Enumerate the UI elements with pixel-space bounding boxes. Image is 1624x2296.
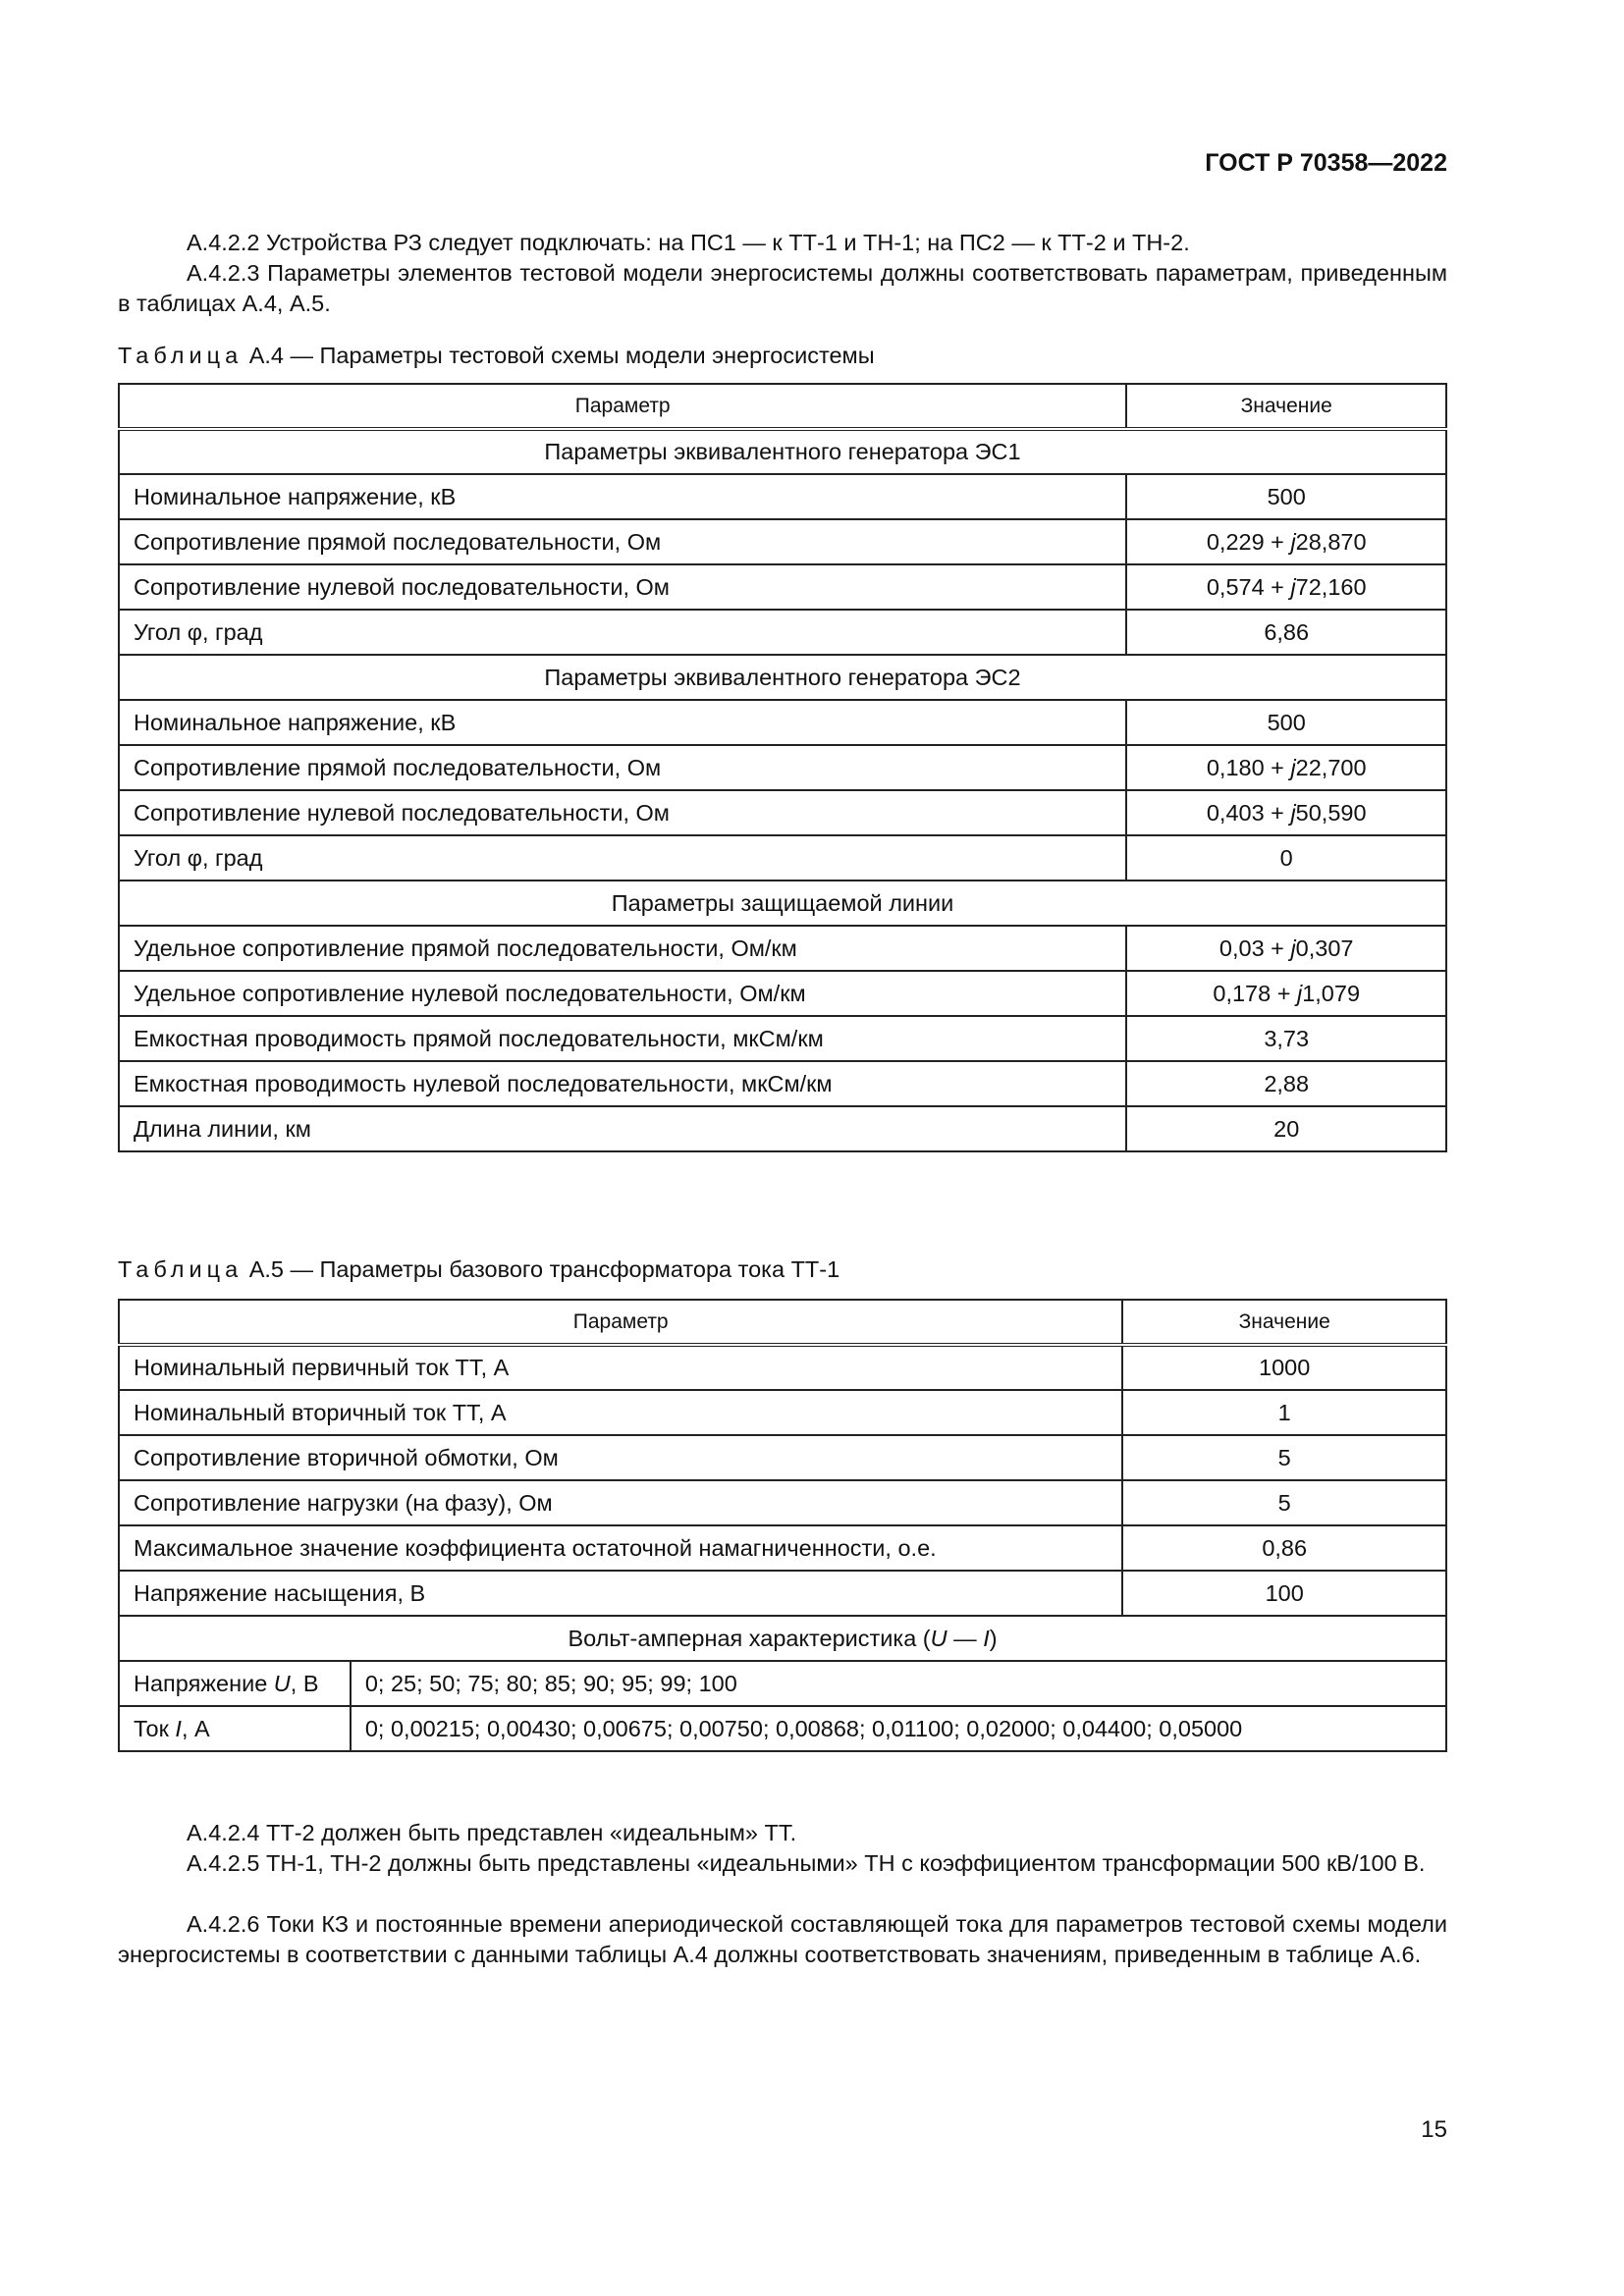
table-row [119,519,1446,564]
value-cell: 0,86 [1122,1525,1446,1571]
param-cell: Номинальное напряжение, кВ [119,474,1126,519]
value-cell: 500 [1126,700,1446,745]
table-row [119,1480,1446,1525]
param-cell: Максимальное значение коэффициента остаточной намагниченности, о.е. [119,1525,1122,1571]
section-title: Параметры эквивалентного генератора ЭС2 [119,655,1446,700]
column-header-value: Значение [1122,1300,1446,1345]
section-header-row [119,655,1446,700]
table-row [119,1061,1446,1106]
vac-current-label: Ток I, А [119,1706,351,1751]
table-row [119,971,1446,1016]
table-row [119,745,1446,790]
value-cell: 2,88 [1126,1061,1446,1106]
param-cell: Сопротивление нагрузки (на фазу), Ом [119,1480,1122,1525]
vac-title: Вольт-амперная характеристика (U — I) [119,1616,1446,1661]
value-cell: 0,574 + j72,160 [1126,564,1446,610]
paragraph-a-4-2-2: А.4.2.2 Устройства РЗ следует подключать: на ПС1 — к ТТ-1 и ТН-1; на ПС2 — к ТТ-2 и ТН-2. [187,230,1190,255]
value-cell: 0,03 + j0,307 [1126,926,1446,971]
table-a5-caption-text: А.5 — Параметры базового трансформатора тока ТТ-1 [248,1256,840,1282]
param-cell: Сопротивление прямой последовательности, Ом [119,745,1126,790]
value-cell: 0,229 + j28,870 [1126,519,1446,564]
table-row [119,474,1446,519]
table-row [119,1390,1446,1435]
value-cell: 1000 [1122,1345,1446,1390]
param-cell: Сопротивление нулевой последовательности, Ом [119,790,1126,835]
param-cell: Сопротивление прямой последовательности, Ом [119,519,1126,564]
table-row [119,1435,1446,1480]
value-cell: 3,73 [1126,1016,1446,1061]
table-a4 [118,383,1447,1152]
section-title: Параметры защищаемой линии [119,881,1446,926]
param-cell: Емкостная проводимость прямой последовательности, мкСм/км [119,1016,1126,1061]
param-cell: Удельное сопротивление нулевой последовательности, Ом/км [119,971,1126,1016]
value-cell: 20 [1126,1106,1446,1151]
paragraph-a-4-2-4: А.4.2.4 ТТ-2 должен быть представлен «идеальным» ТТ. [187,1820,797,1845]
table-a4-caption-prefix: Таблица [118,343,244,368]
table-a5-caption-prefix: Таблица [118,1256,244,1282]
section-title: Параметры эквивалентного генератора ЭС1 [119,429,1446,474]
param-cell: Длина линии, км [119,1106,1126,1151]
paragraph-a-4-2-6: А.4.2.6 Токи КЗ и постоянные времени апериодической составляющей тока для параметров тестовой схемы модели энергосистемы в соответствии с данными таблицы А.4 должны соответствовать значениям, приведенным в таблице А.6. [118,1911,1447,1967]
table-a4-caption-text: А.4 — Параметры тестовой схемы модели энергосистемы [248,343,875,368]
table-row [119,564,1446,610]
table-a4-caption [118,343,875,369]
value-cell: 100 [1122,1571,1446,1616]
param-cell: Угол φ, град [119,610,1126,655]
table-row [119,790,1446,835]
table-row [119,835,1446,881]
param-cell: Угол φ, град [119,835,1126,881]
table-row [119,926,1446,971]
param-cell: Сопротивление вторичной обмотки, Ом [119,1435,1122,1480]
table-row [119,1706,1446,1751]
param-cell: Номинальное напряжение, кВ [119,700,1126,745]
value-cell: 1 [1122,1390,1446,1435]
column-header-param: Параметр [119,384,1126,429]
table-row [119,1571,1446,1616]
value-cell: 6,86 [1126,610,1446,655]
value-cell: 500 [1126,474,1446,519]
table-row [119,1661,1446,1706]
table-header-row [119,384,1446,429]
table-row [119,1016,1446,1061]
table-row [119,1345,1446,1390]
column-header-param: Параметр [119,1300,1122,1345]
value-cell: 5 [1122,1435,1446,1480]
param-cell: Сопротивление нулевой последовательности, Ом [119,564,1126,610]
table-row [119,1106,1446,1151]
section-header-row [119,429,1446,474]
value-cell: 0,180 + j22,700 [1126,745,1446,790]
param-cell: Емкостная проводимость нулевой последовательности, мкСм/км [119,1061,1126,1106]
table-row [119,1525,1446,1571]
table-header-row [119,1300,1446,1345]
param-cell: Удельное сопротивление прямой последовательности, Ом/км [119,926,1126,971]
param-cell: Номинальный вторичный ток ТТ, А [119,1390,1122,1435]
value-cell: 0,403 + j50,590 [1126,790,1446,835]
paragraph-a-4-2-3: А.4.2.3 Параметры элементов тестовой модели энергосистемы должны соответствовать параметрам, приведенным в таблицах А.4, А.5. [118,260,1447,316]
document-standard-header: ГОСТ Р 70358—2022 [1205,149,1447,177]
table-a5-caption [118,1256,839,1283]
section-header-row [119,1616,1446,1661]
table-row [119,700,1446,745]
vac-voltage-label: Напряжение U, В [119,1661,351,1706]
table-a5 [118,1299,1447,1752]
value-cell: 0,178 + j1,079 [1126,971,1446,1016]
param-cell: Номинальный первичный ток ТТ, А [119,1345,1122,1390]
section-header-row [119,881,1446,926]
table-row [119,610,1446,655]
value-cell: 0 [1126,835,1446,881]
page-number: 15 [1421,2116,1447,2143]
paragraph-a-4-2-5: А.4.2.5 ТН-1, ТН-2 должны быть представлены «идеальными» ТН с коэффициентом трансформации 500 кВ/100 В. [187,1850,1426,1876]
vac-voltage-values: 0; 25; 50; 75; 80; 85; 90; 95; 99; 100 [351,1661,1446,1706]
value-cell: 5 [1122,1480,1446,1525]
param-cell: Напряжение насыщения, В [119,1571,1122,1616]
vac-current-values: 0; 0,00215; 0,00430; 0,00675; 0,00750; 0,00868; 0,01100; 0,02000; 0,04400; 0,05000 [351,1706,1446,1751]
column-header-value: Значение [1126,384,1446,429]
